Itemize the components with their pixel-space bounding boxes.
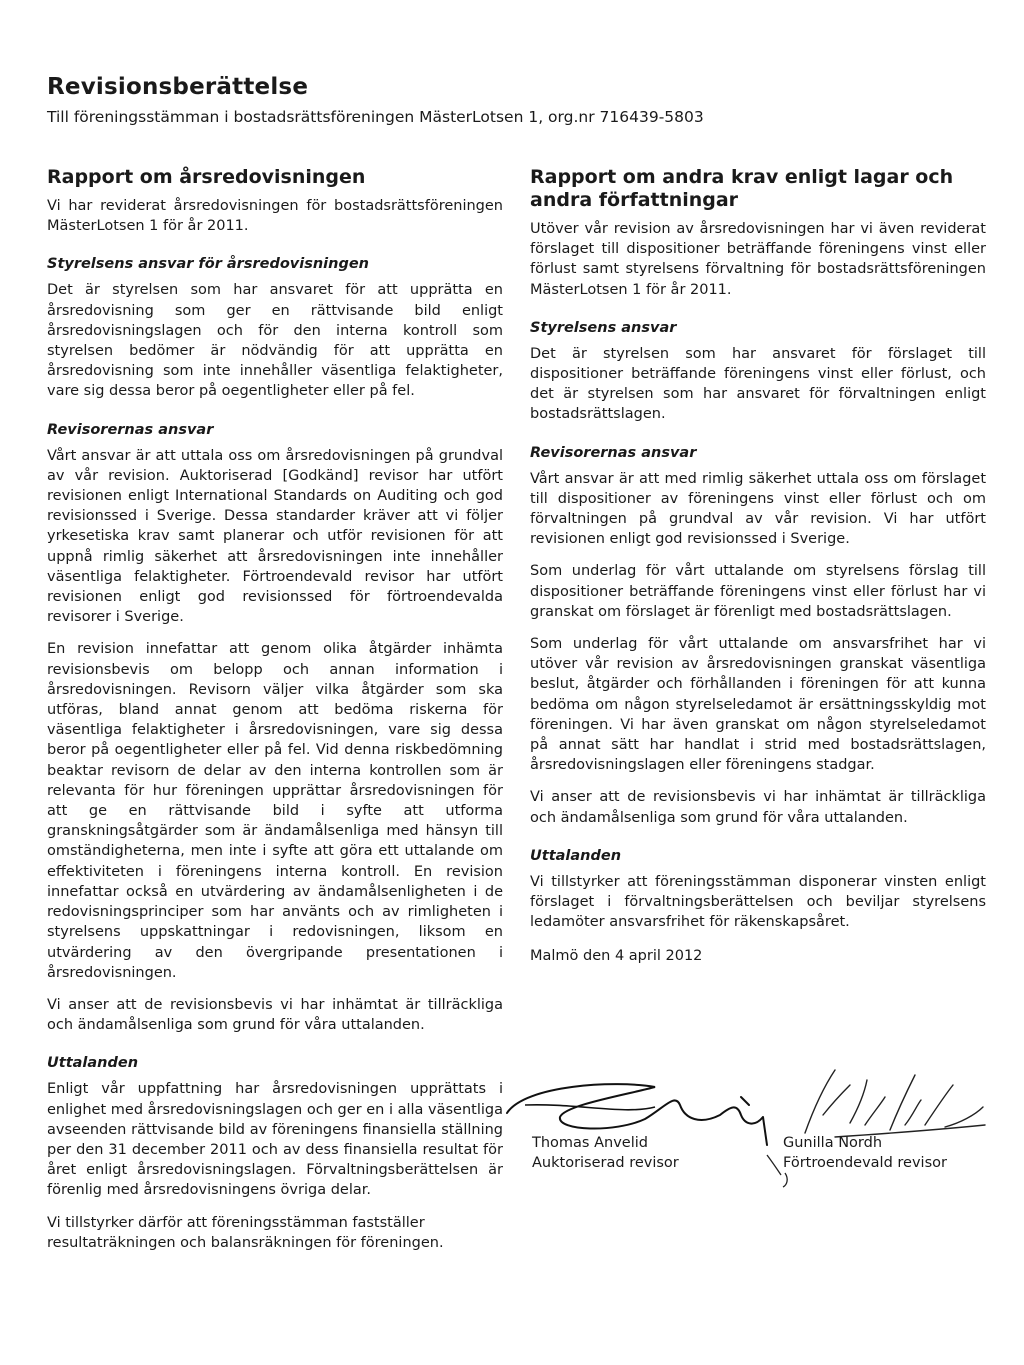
auditor-responsibility-text-2: En revision innefattar att genom olika åtgärder inhämta revisionsbevis om belopp och annan information i årsredovisningen. Revisorn väljer vilka åtgärder som ska utföras, bland annat genom att bedöma riskerna för väsentliga felaktigheter i årsredovisningen, vare sig dessa beror på oegentligheter eller på fel. Vid denna riskbedömning beaktar revisorn de delar av den interna kontrollen som är relevanta för hur föreningen upprättar årsredovisningen för att ge en rättvisande bild i syfte att utforma granskningsåtgärder som är ändamålsenliga med hänsyn till omständigheterna, men inte i syfte att göra ett uttalande om effektiviteten i föreningens interna kontroll. En revision innefattar också en utvärdering av ändamålsenligheten i de redovisningsprinciper som har använts och av rimligheten i styrelsens uppskattningar i redovisningen, liksom en utvärdering av den övergripande presentationen i årsredovisningen. xyxy=(47,641,503,981)
statements-heading: Uttalanden xyxy=(47,1055,139,1072)
statements-text-2: Vi tillstyrker därför att föreningsstämman fastställer resultaträkningen och balansräkningen för föreningen. xyxy=(47,1214,444,1251)
auditor-responsibility-text-1: Vårt ansvar är att uttala oss om årsredovisningen på grundval av vår revision. Auktoriserad [Godkänd] revisor har utfört revisionen enligt International Standards on Auditing och god revisionssed i Sverige. Dessa standarder kräver att vi följer yrkesetiska krav samt planerar och utför revisionen för att uppnå rimlig säkerhet att årsredovisningen inte innehåller väsentliga felaktigheter. Förtroendevald revisor har utfört revisionen enligt god revisionssed för förtroendevalda revisorer i Sverige. xyxy=(47,447,503,626)
board-responsibility-text: Det är styrelsen som har ansvaret för att upprätta en årsredovisning som ger en rättvisande bild enligt årsredovisningslagen och för den interna kontroll som styrelsen bedömer är nödvändig för att upprätta en årsredovisning som inte innehåller väsentliga felaktigheter, vare sig dessa beror på oegentligheter eller på fel. xyxy=(47,282,503,400)
other-requirements-heading: Rapport om andra krav enligt lagar och andra författningar xyxy=(530,166,954,211)
auditor-responsibility-text-right-1: Vårt ansvar är att med rimlig säkerhet uttala oss om förslaget till dispositioner av föreningens vinst eller förlust och om förvaltningen på grundval av vår revision. Vi har utfört revisionen enligt god revisionssed i Sverige. xyxy=(530,470,986,548)
board-responsibility-heading-right: Styrelsens ansvar xyxy=(530,319,677,336)
signer-thomas xyxy=(532,1133,679,1173)
right-column xyxy=(530,166,986,966)
auditor-responsibility-text-right-4: Vi anser att de revisionsbevis vi har inhämtat är tillräckliga och ändamålsenliga som grund för våra uttalanden. xyxy=(530,789,986,826)
signature-gunilla-nordh xyxy=(805,1070,985,1137)
board-responsibility-text-right: Det är styrelsen som har ansvaret för förslaget till dispositioner beträffande föreningens vinst eller förlust, och det är styrelsen som har ansvaret för förvaltningen enligt bostadsrättslagen. xyxy=(530,345,986,423)
annual-report-intro: Vi har reviderat årsredovisningen för bostadsrättsföreningen MästerLotsen 1 för år 2011. xyxy=(47,198,503,235)
annual-report-heading: Rapport om årsredovisningen xyxy=(47,166,366,188)
signer-1-role: Auktoriserad revisor xyxy=(532,1155,679,1171)
auditor-responsibility-heading: Revisorernas ansvar xyxy=(47,421,214,438)
place-and-date: Malmö den 4 april 2012 xyxy=(530,948,703,965)
auditor-responsibility-text-right-3: Som underlag för vårt uttalande om ansvarsfrihet har vi utöver vår revision av årsredovisningen granskat väsentliga beslut, åtgärder och förhållanden i föreningen för att kunna bedöma om någon styrelseledamot är ersättningsskyldig mot föreningen. Vi har även granskat om någon styrelseledamot på annat sätt har handlat i strid med bostadsrättslagen, årsredovisningslagen eller föreningens stadgar. xyxy=(530,636,986,774)
statements-heading-right: Uttalanden xyxy=(530,847,622,864)
signer-gunilla xyxy=(783,1133,947,1173)
left-column xyxy=(47,166,503,1265)
signer-2-name: Gunilla Nordh xyxy=(783,1135,883,1151)
auditor-responsibility-heading-right: Revisorernas ansvar xyxy=(530,444,697,461)
auditor-responsibility-text-right-2: Som underlag för vårt uttalande om styrelsens förslag till dispositioner beträffande föreningens vinst eller förlust har vi granskat om förslaget är förenligt med bostadsrättslagen. xyxy=(530,563,986,620)
signer-2-role: Förtroendevald revisor xyxy=(783,1155,947,1171)
page-subtitle: Till föreningsstämman i bostadsrättsföreningen MästerLotsen 1, org.nr 716439-5803 xyxy=(47,108,704,126)
signature-block xyxy=(505,1045,1005,1195)
statements-text-right: Vi tillstyrker att föreningsstämman disponerar vinsten enligt förslaget i förvaltningsberättelsen och beviljar styrelsens ledamöter ansvarsfrihet för räkenskapsåret. xyxy=(530,873,986,931)
auditor-responsibility-text-3: Vi anser att de revisionsbevis vi har inhämtat är tillräckliga och ändamålsenliga som grund för våra uttalanden. xyxy=(47,996,503,1034)
board-responsibility-heading: Styrelsens ansvar för årsredovisningen xyxy=(47,256,369,273)
signer-1-name: Thomas Anvelid xyxy=(532,1135,648,1151)
other-requirements-intro: Utöver vår revision av årsredovisningen har vi även reviderat förslaget till dispositioner beträffande föreningens vinst eller förlust samt styrelsens förvaltning för bostadsrättsföreningen MästerLotsen 1 för år 2011. xyxy=(530,221,986,298)
page-title: Revisionsberättelse xyxy=(47,74,309,100)
statements-text-1: Enligt vår uppfattning har årsredovisningen upprättats i enlighet med årsredovisningslagen och ger en i alla väsentliga avseenden rättvisande bild av föreningens finansiella ställning per den 31 december 2011 och av dess finansiella resultat för året enligt årsredovisningslagen. Förvaltningsberättelsen är förenlig med årsredovisningens övriga delar. xyxy=(47,1081,503,1199)
